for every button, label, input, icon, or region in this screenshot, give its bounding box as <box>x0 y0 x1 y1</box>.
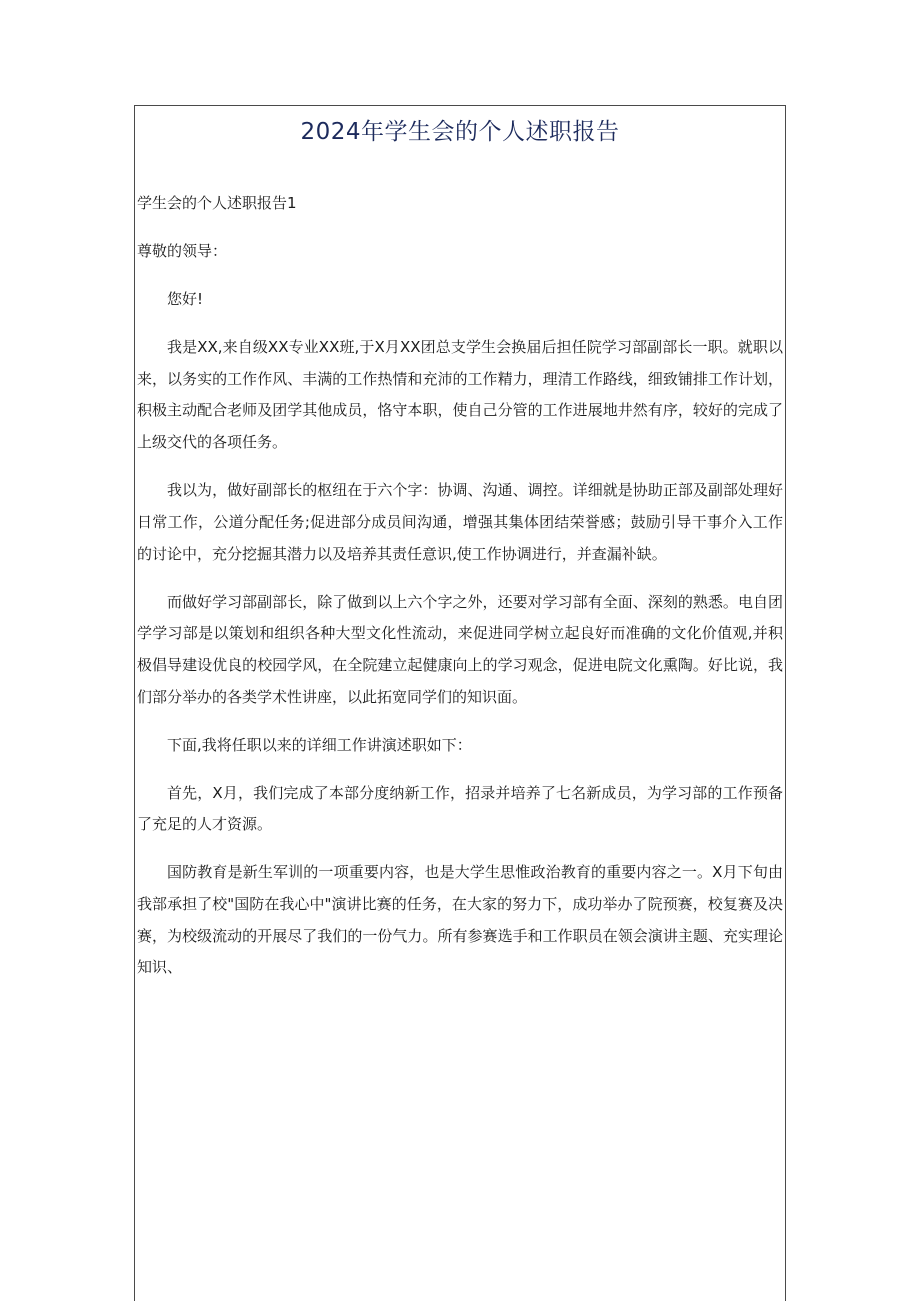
paragraph: 而做好学习部副部长，除了做到以上六个字之外，还要对学习部有全面、深刻的熟悉。电自团学学习部是以策划和组织各种大型文化性流动，来促进同学树立起良好而准确的文化价值观,并积极倡导建设优良的校园学风，在全院建立起健康向上的学习观念，促进电院文化熏陶。好比说，我们部分举办的各类学术性讲座，以此拓宽同学们的知识面。 <box>137 592 783 706</box>
document-page <box>134 105 786 1301</box>
salutation: 尊敬的领导： <box>137 242 228 260</box>
section-heading: 学生会的个人述职报告1 <box>137 194 297 212</box>
paragraph: 国防教育是新生军训的一项重要内容，也是大学生思惟政治教育的重要内容之一。X月下旬由我部承担了校"国防在我心中"演讲比赛的任务，在大家的努力下，成功举办了院预赛，校复赛及决赛，为校级流动的开展尽了我们的一份气力。所有参赛选手和工作职员在领会演讲主题、充实理论知识、 <box>137 863 783 977</box>
paragraph: 首先，X月，我们完成了本部分度纳新工作，招录并培养了七名新成员，为学习部的工作预备了充足的人才资源。 <box>137 783 783 834</box>
paragraph: 下面,我将任职以来的详细工作讲演述职如下： <box>167 735 472 754</box>
greeting: 您好! <box>167 290 204 308</box>
paragraph: 我以为，做好副部长的枢纽在于六个字：协调、沟通、调控。详细就是协助正部及副部处理好日常工作，公道分配任务;促进部分成员间沟通，增强其集体团结荣誉感；鼓励引导干事介入工作的讨论中，充分挖掘其潜力以及培养其责任意识,使工作协调进行，并查漏补缺。 <box>137 481 783 563</box>
paragraph: 我是XX,来自级XX专业XX班,于X月XX团总支学生会换届后担任院学习部副部长一职。就职以来，以务实的工作作风、丰满的工作热情和充沛的工作精力，理清工作路线，细致铺排工作计划，积极主动配合老师及团学其他成员，恪守本职，使自己分管的工作进展地井然有序，较好的完成了上级交代的各项任务。 <box>137 338 783 452</box>
document-body <box>137 188 783 1000</box>
document-title: 2024年学生会的个人述职报告 <box>300 119 620 145</box>
